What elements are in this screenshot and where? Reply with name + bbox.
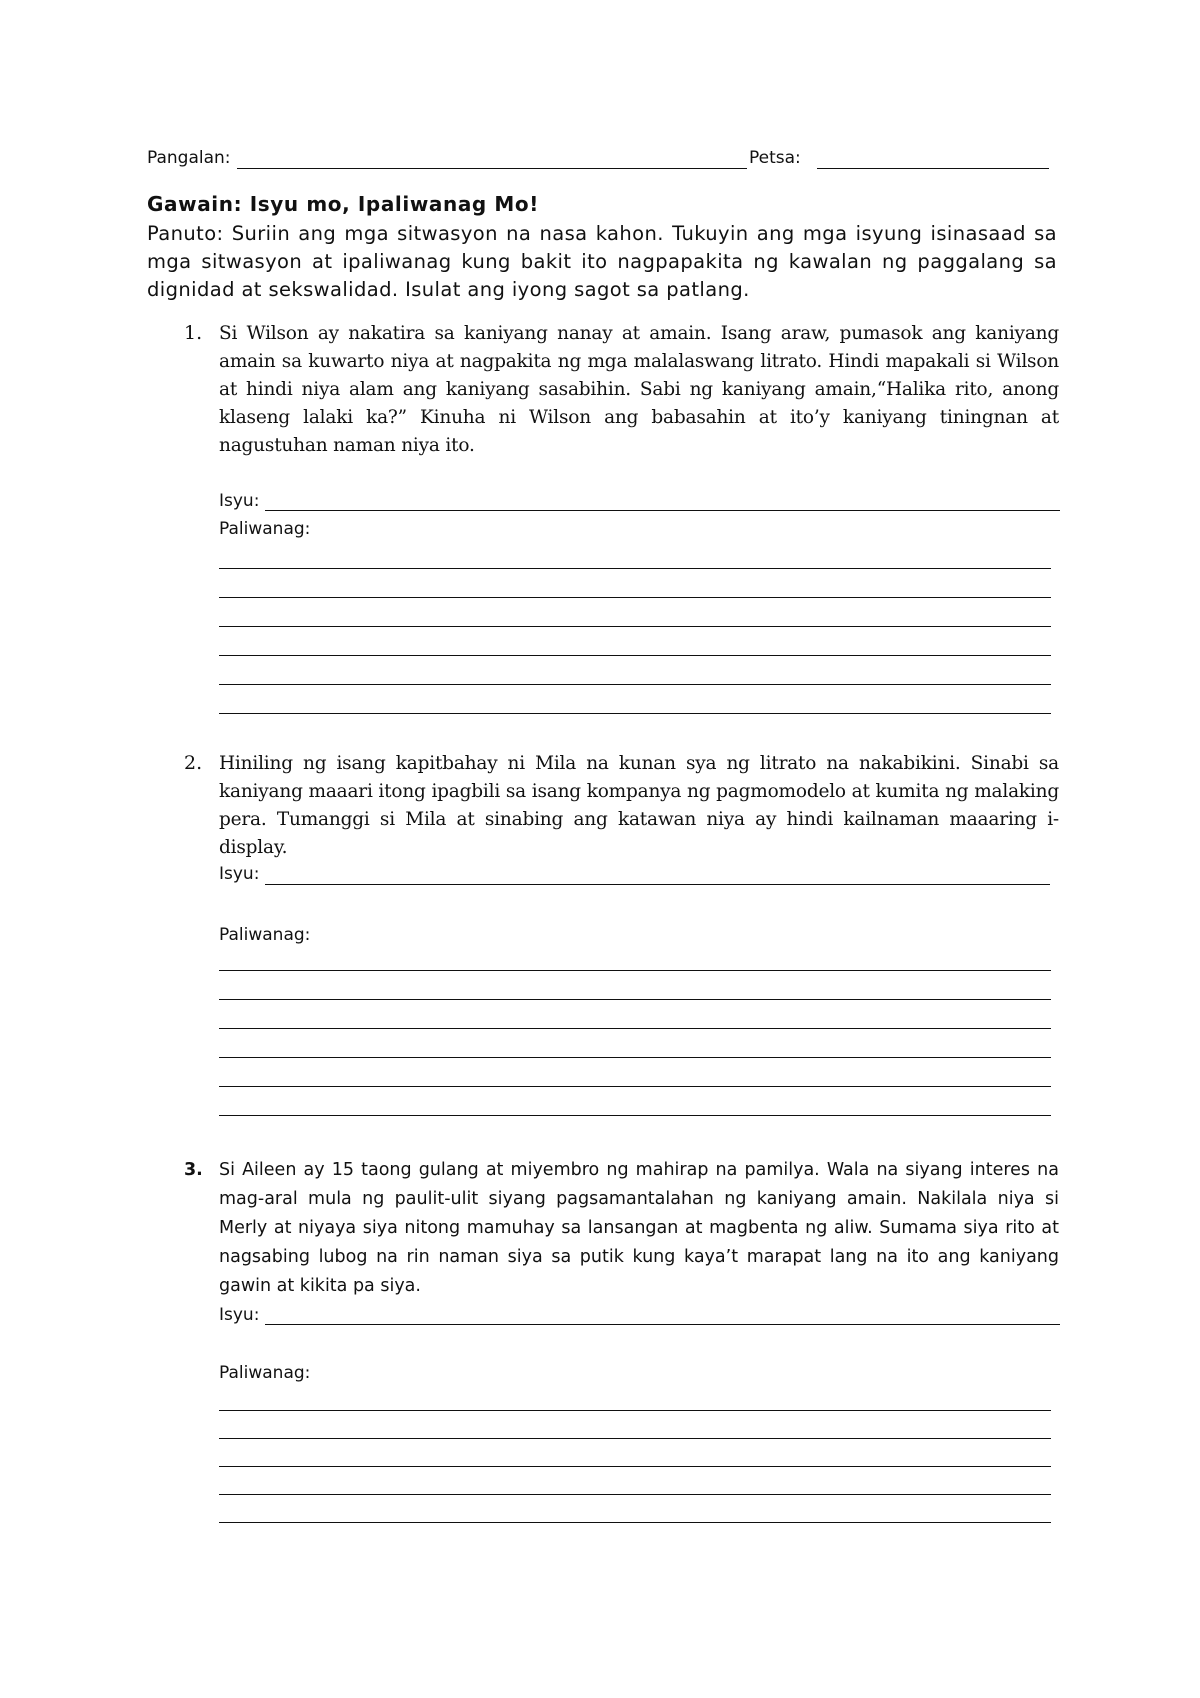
situation-text: Hiniling ng isang kapitbahay ni Mila na kunan sya ng litrato na nakabikini. Sinabi sa kaniyang maaari itong ipagbili sa isang kompanya ng pagmomodelo at kumita ng malaking pera. Tumanggi si Mila at sinabing ang katawan niya ay hindi kailnaman maaaring i-display. (219, 753, 1059, 858)
instructions: Panuto: Suriin ang mga sitwasyon na nasa kahon. Tukuyin ang mga isyung isinasaad sa mga sitwasyon at ipaliwanag kung bakit ito nagpapakita ng kawalan ng paggalang sa dignidad at sekswalidad. Isulat ang iyong sagot sa patlang. (147, 222, 1057, 301)
answer-line[interactable] (219, 568, 1051, 569)
answer-line[interactable] (219, 684, 1051, 685)
situation-text: Si Wilson ay nakatira sa kaniyang nanay at amain. Isang araw, pumasok ang kaniyang amain sa kuwarto niya at nagpakita ng mga malalaswang litrato. Hindi mapakali si Wilson at hindi niya alam ang kaniyang sasabihin. Sabi ng kaniyang amain,“Halika rito, anong klaseng lalaki ka?” Kinuha ni Wilson ang babasahin at ito’y kaniyang tiningnan at nagustuhan naman niya ito. (219, 323, 1059, 456)
item-number: 3. (184, 1160, 203, 1180)
header-row (147, 148, 1049, 172)
answer-line[interactable] (219, 999, 1051, 1000)
answer-line[interactable] (219, 1086, 1051, 1087)
explanation-label: Paliwanag: (219, 519, 311, 539)
answer-line[interactable] (219, 1438, 1051, 1439)
answer-line[interactable] (219, 597, 1051, 598)
answer-line[interactable] (219, 1466, 1051, 1467)
situation-text: Si Aileen ay 15 taong gulang at miyembro ng mahirap na pamilya. Wala na siyang interes na mag-aral mula ng paulit-ulit siyang pagsamantalahan ng kaniyang amain. Nakilala niya si Merly at niyaya siya nitong mamuhay sa lansangan at magbenta ng aliw. Sumama siya rito at nagsabing lubog na rin naman siya sa putik kung kaya’t marapat lang na ito ang kaniyang gawin at kikita pa siya. (219, 1160, 1059, 1296)
answer-line[interactable] (219, 713, 1051, 714)
issue-label: Isyu: (219, 864, 260, 884)
explanation-label: Paliwanag: (219, 1363, 311, 1383)
issue-label: Isyu: (219, 1305, 260, 1325)
activity-title: Gawain: Isyu mo, Ipaliwanag Mo! (147, 192, 539, 216)
issue-label: Isyu: (219, 491, 260, 511)
answer-line[interactable] (219, 1115, 1051, 1116)
date-label: Petsa: (749, 148, 801, 168)
item-number: 1. (184, 322, 203, 344)
answer-line[interactable] (219, 1494, 1051, 1495)
explanation-label: Paliwanag: (219, 925, 311, 945)
item-number: 2. (184, 752, 203, 774)
answer-line[interactable] (219, 655, 1051, 656)
name-blank[interactable] (237, 168, 747, 169)
issue-blank[interactable] (265, 1324, 1060, 1325)
answer-line[interactable] (219, 1028, 1051, 1029)
answer-line[interactable] (219, 1522, 1051, 1523)
answer-line[interactable] (219, 1410, 1051, 1411)
name-label: Pangalan: (147, 148, 231, 168)
answer-line[interactable] (219, 626, 1051, 627)
answer-line[interactable] (219, 970, 1051, 971)
answer-line[interactable] (219, 1057, 1051, 1058)
date-blank[interactable] (817, 168, 1049, 169)
issue-blank[interactable] (265, 884, 1050, 885)
issue-blank[interactable] (265, 510, 1060, 511)
